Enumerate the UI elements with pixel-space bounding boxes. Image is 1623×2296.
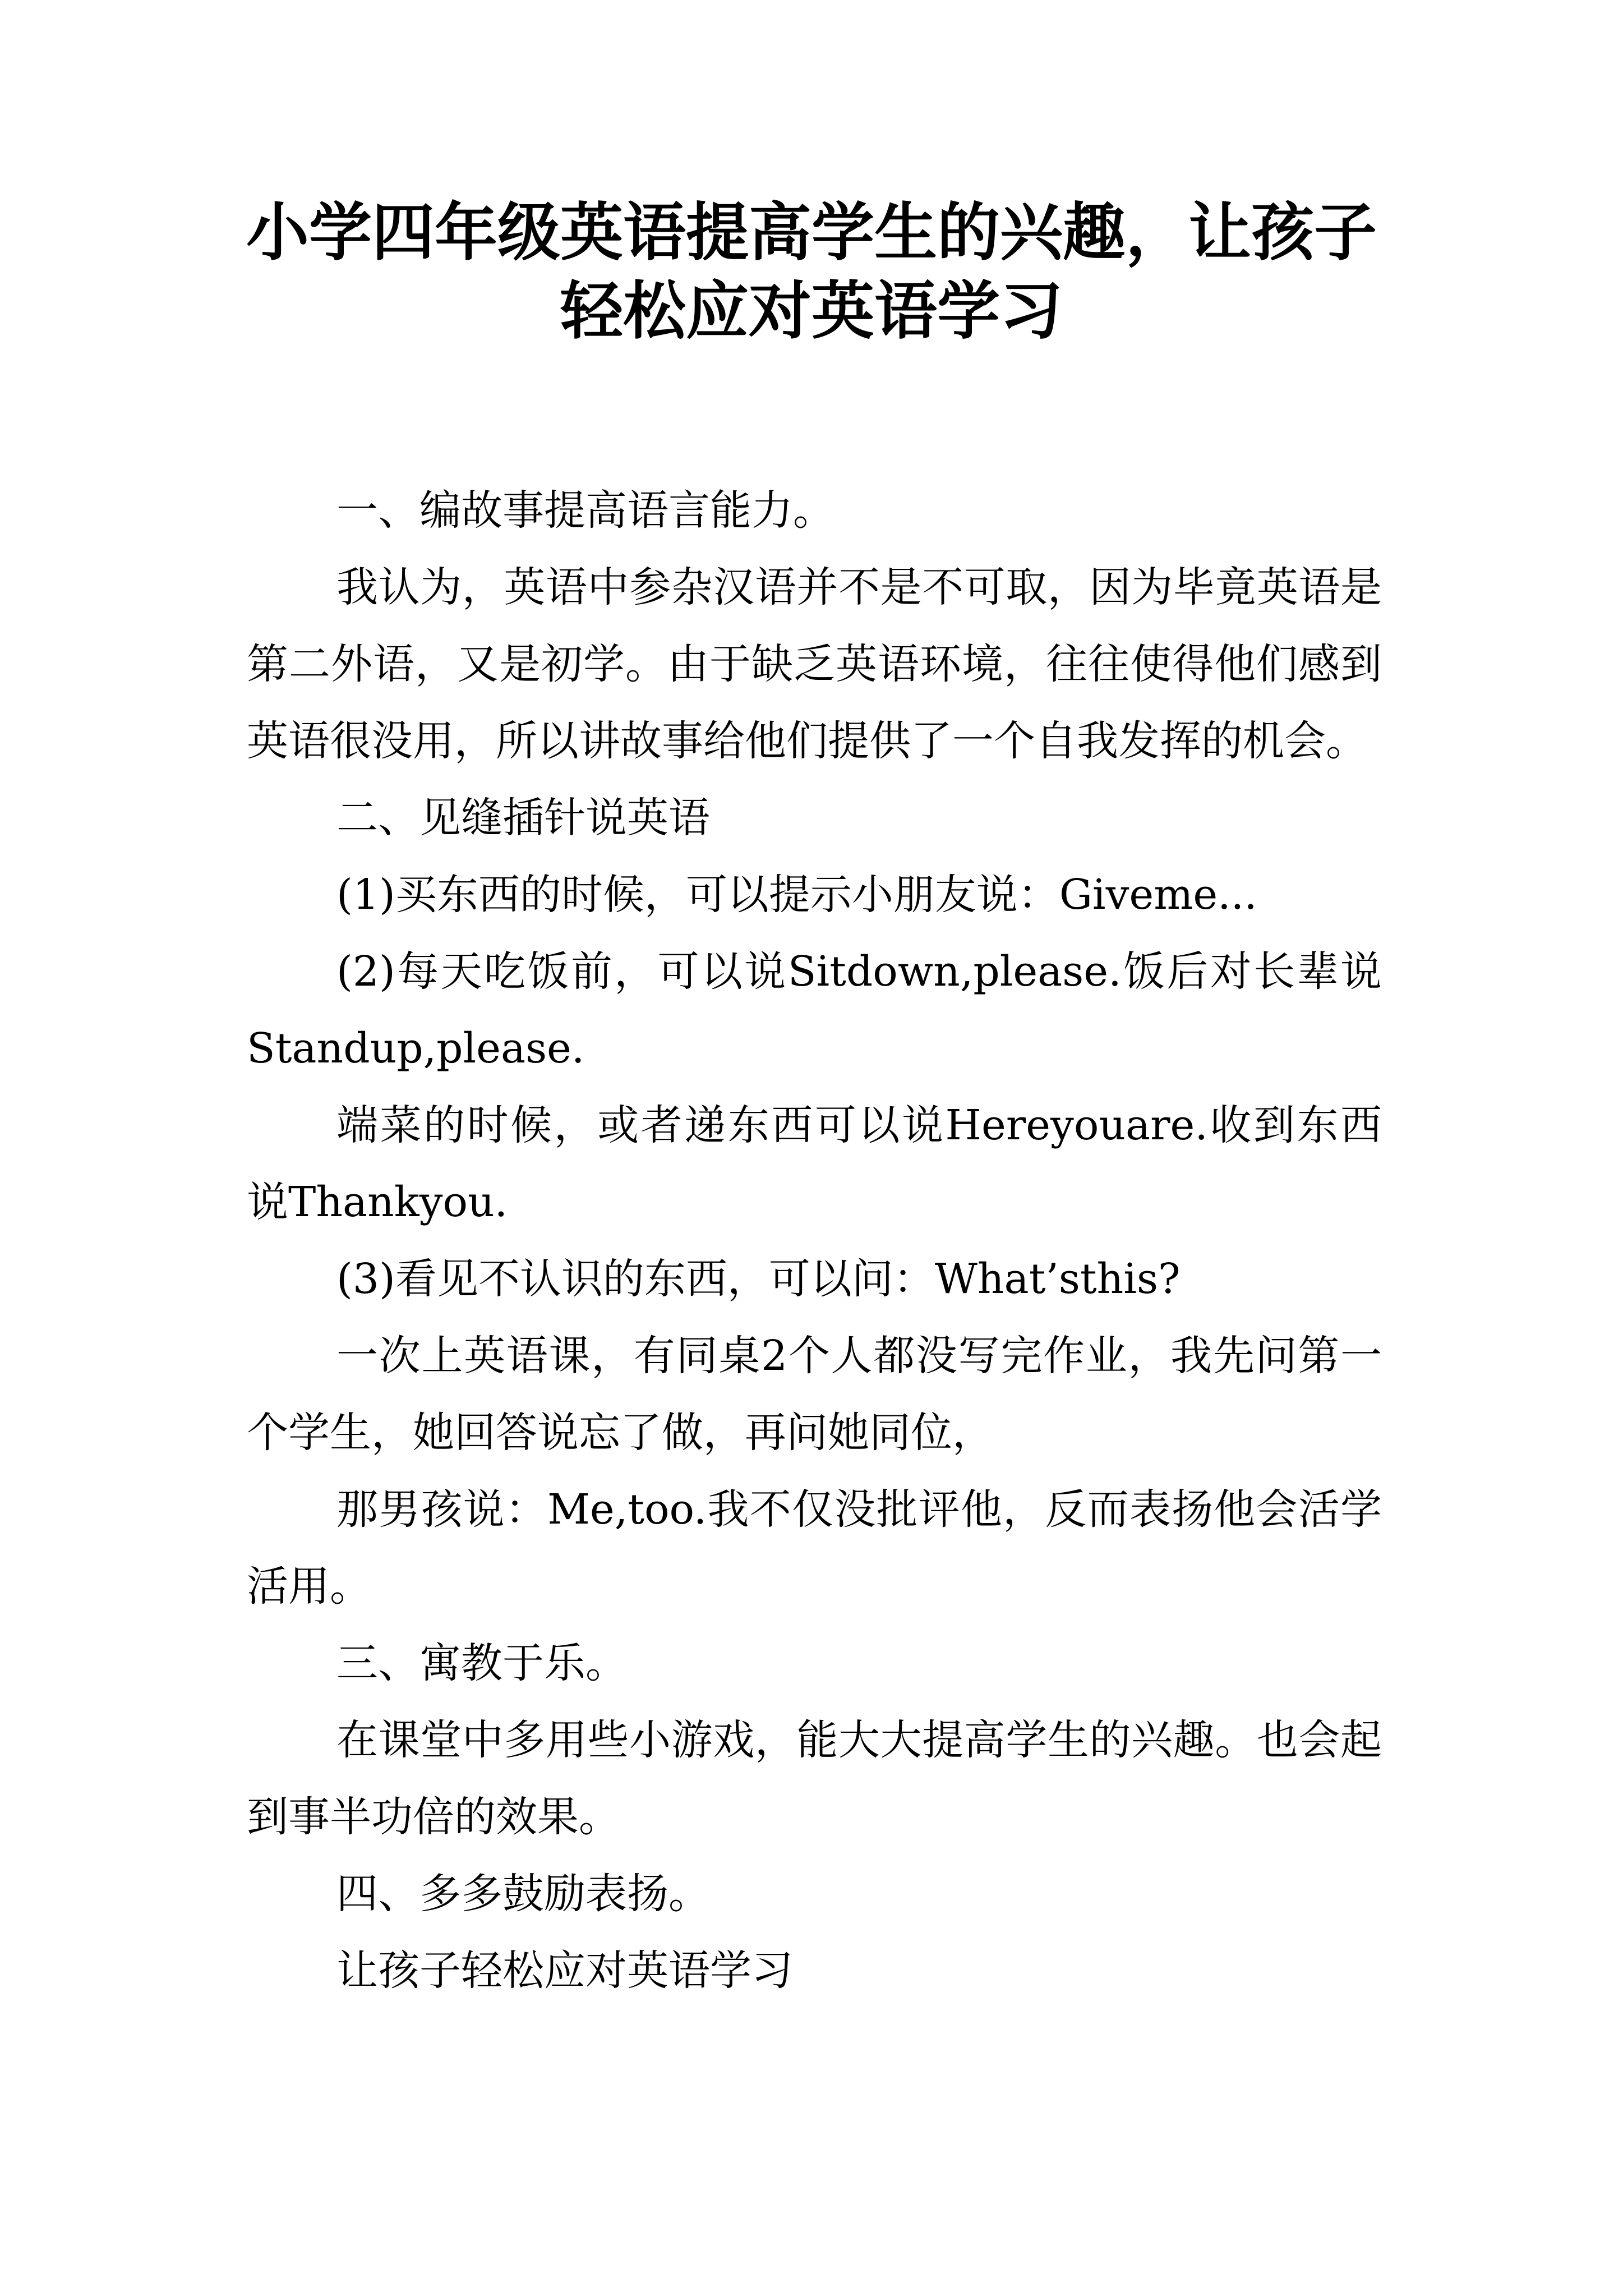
section-heading-4: 四、多多鼓励表扬。 [336, 1870, 710, 1918]
paragraph: 我认为，英语中参杂汉语并不是不可取，因为毕竟英语是第二外语，又是初学。由于缺乏英语环境，往往使得他们感到英语很没用，所以讲故事给他们提供了一个自我发挥的机会。 [247, 563, 1382, 765]
section-heading-3: 三、寓教于乐。 [336, 1639, 627, 1687]
paragraph: 在课堂中多用些小游戏，能大大提高学生的兴趣。也会起到事半功倍的效果。 [247, 1716, 1382, 1841]
paragraph: (2)每天吃饭前，可以说Sitdown,please.饭后对长辈说Standup,please. [247, 947, 1382, 1073]
section-heading-2: 二、见缝插针说英语 [336, 794, 710, 842]
paragraph: 端菜的时候，或者递东西可以说Hereyouare.收到东西说Thankyou. [247, 1101, 1382, 1226]
document-body [247, 472, 1382, 2009]
section-heading-1: 一、编故事提高语言能力。 [336, 486, 834, 535]
document-title: 小学四年级英语提高学生的兴趣，让孩子轻松应对英语学习 [246, 196, 1377, 348]
paragraph: (3)看见不认识的东西，可以问：What’sthis? [336, 1255, 1181, 1303]
paragraph: 让孩子轻松应对英语学习 [336, 1947, 793, 1995]
paragraph: 那男孩说：Me,too.我不仅没批评他，反而表扬他会活学活用。 [247, 1485, 1382, 1611]
paragraph: 一次上英语课，有同桌2个人都没写完作业，我先问第一个学生，她回答说忘了做，再问她同位， [247, 1332, 1382, 1457]
paragraph: (1)买东西的时候，可以提示小朋友说：Giveme... [336, 871, 1257, 919]
